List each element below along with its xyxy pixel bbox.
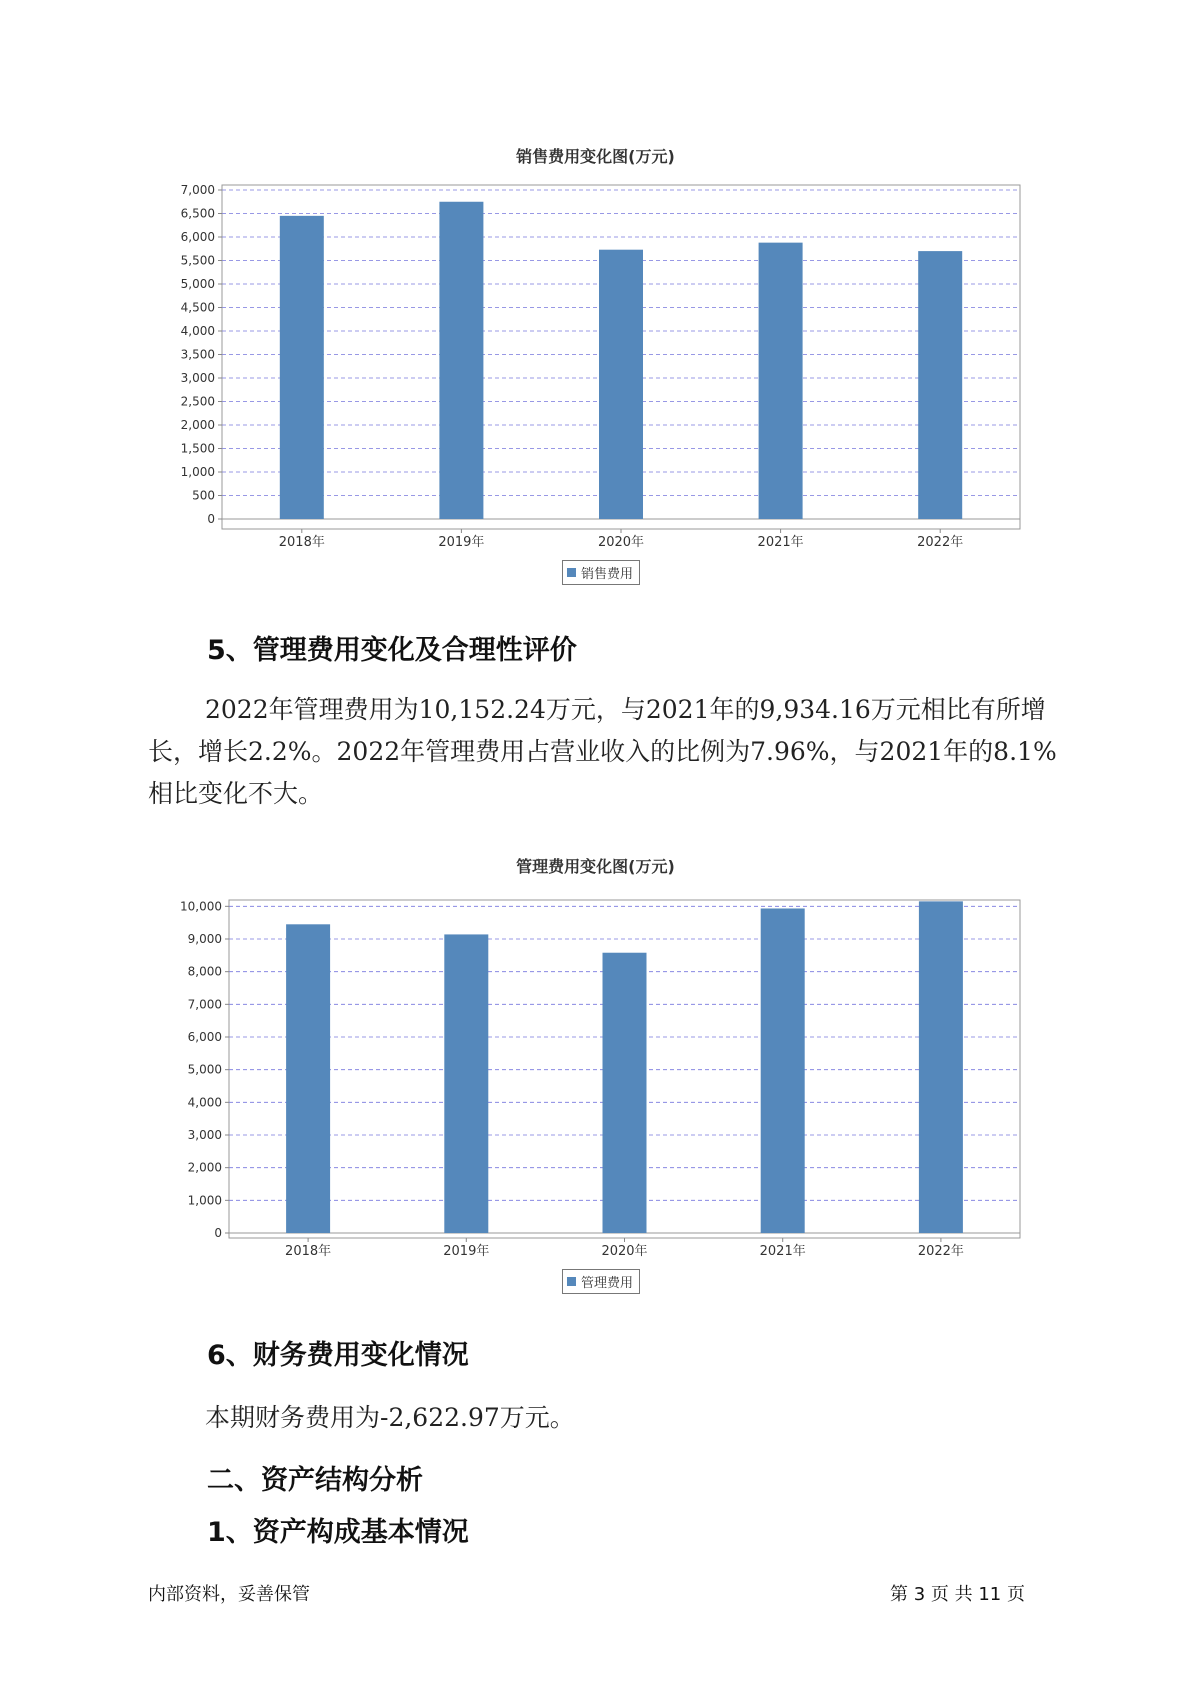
x-tick-label: 2020年 [601,1244,648,1259]
y-tick-label: 2,500 [180,394,215,409]
section-5-heading: 5、管理费用变化及合理性评价 [207,635,577,666]
y-tick-label: 500 [192,488,215,503]
x-tick-label: 2019年 [443,1244,490,1259]
x-tick-label: 2022年 [917,535,964,550]
x-tick-label: 2021年 [757,535,804,550]
y-tick-label: 8,000 [187,964,222,979]
bar [444,934,488,1233]
footer-confidential-note: 内部资料，妥善保管 [148,1584,310,1605]
legend-label: 管理费用 [580,1276,634,1291]
x-tick-label: 2021年 [759,1244,806,1259]
y-tick-label: 4,500 [180,300,215,315]
y-tick-label: 9,000 [187,932,222,946]
x-tick-label: 2019年 [438,535,485,550]
legend-swatch [567,1277,576,1286]
y-tick-label: 4,000 [180,324,215,338]
asset-composition-subheading: 1、资产构成基本情况 [207,1517,469,1548]
y-tick-label: 10,000 [180,899,222,914]
y-tick-label: 7,000 [187,997,222,1012]
y-tick-label: 1,000 [180,465,215,479]
y-tick-label: 2,000 [180,418,215,432]
bar [919,901,963,1233]
y-tick-label: 1,500 [180,441,215,456]
y-tick-label: 2,000 [187,1160,222,1175]
bar [761,908,805,1233]
footer-page-number: 第 3 页 共 11 页 [890,1584,1025,1605]
y-tick-label: 6,000 [180,230,215,244]
bar [603,953,647,1233]
chart-title-sales-expense: 销售费用变化图(万元) [516,147,675,166]
chart-title-admin-expense: 管理费用变化图(万元) [516,857,675,876]
y-tick-label: 0 [207,512,215,526]
x-tick-label: 2018年 [285,1244,332,1259]
section-5-paragraph: 2022年管理费用为10,152.24万元，与2021年的9,934.16万元相比有所增长，增长2.2%。2022年管理费用占营业收入的比例为7.96%，与2021年的8.1%相比变化不大。 [148,695,1057,808]
x-tick-label: 2020年 [597,535,645,550]
x-tick-label: 2018年 [278,535,325,550]
bar [286,924,330,1233]
y-tick-label: 5,000 [180,277,215,291]
y-tick-label: 5,500 [180,253,215,268]
section-6-heading: 6、财务费用变化情况 [207,1340,469,1371]
legend-label: 销售费用 [580,567,634,582]
y-tick-label: 1,000 [187,1193,222,1208]
y-tick-label: 3,000 [180,371,215,385]
asset-structure-heading: 二、资产结构分析 [207,1465,423,1496]
y-tick-label: 0 [214,1226,222,1240]
y-tick-label: 3,000 [187,1128,222,1142]
admin-expense-legend [562,1269,640,1294]
section-6-paragraph: 本期财务费用为-2,622.97万元。 [205,1403,575,1432]
y-tick-label: 3,500 [180,347,215,362]
y-tick-label: 5,000 [187,1062,222,1077]
y-tick-label: 4,000 [187,1095,222,1110]
y-tick-label: 7,000 [180,183,215,197]
y-tick-label: 6,500 [180,206,215,221]
y-tick-label: 6,000 [187,1030,222,1044]
x-tick-label: 2022年 [917,1244,964,1259]
